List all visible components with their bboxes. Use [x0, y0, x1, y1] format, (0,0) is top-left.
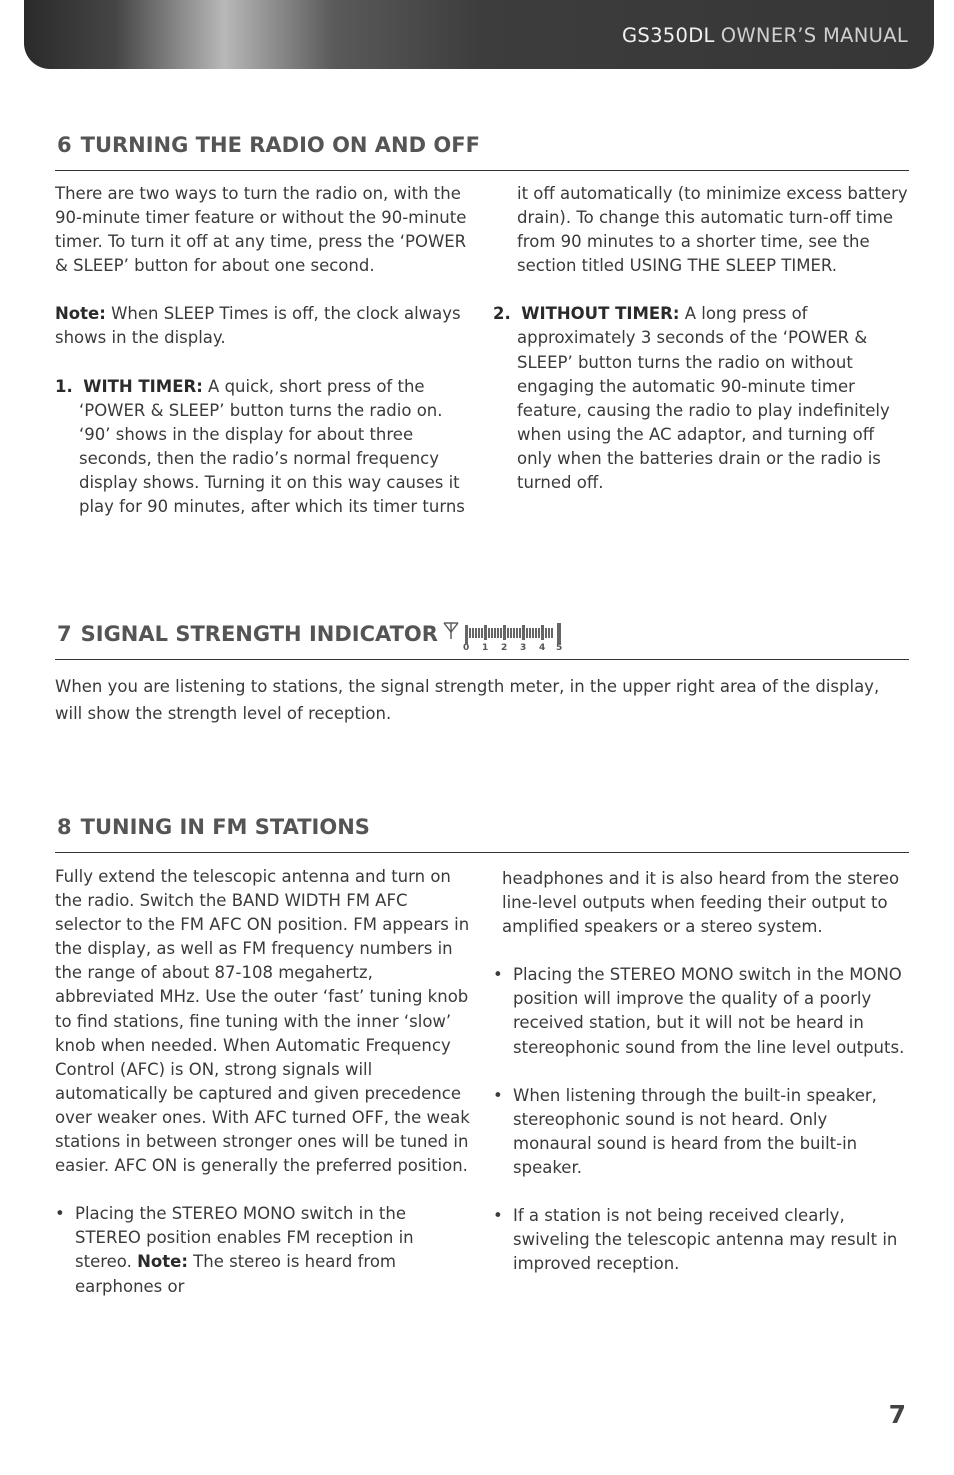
section-6-title: TURNING THE RADIO ON AND OFF: [80, 133, 480, 157]
section-8-number: 8: [57, 815, 72, 839]
header-title: [622, 24, 908, 47]
meter-tick-1: 1: [482, 643, 489, 651]
page-number: 7: [888, 1400, 906, 1429]
bullet-speaker: [493, 1084, 910, 1180]
note-label: Note:: [55, 304, 106, 324]
section-6-number: 6: [57, 133, 72, 157]
header-bar: [24, 0, 934, 69]
meter-tick-5: 5: [556, 643, 563, 651]
meter-tick-4: 4: [539, 643, 546, 651]
bullet-1-note-label: Note:: [137, 1252, 188, 1272]
bullet-dot: •: [55, 1204, 65, 1224]
section-6-note: [55, 302, 470, 350]
item-1-text: A quick, short press of the ‘POWER & SLEEP’ button turns the radio on. ‘90’ shows in the display for about three seconds, then the radio’s normal frequency display shows. Turning it on this way causes it play for 90 minutes, after which its timer turns: [79, 376, 465, 517]
section-8-right-column: [493, 867, 910, 1276]
section-6-heading: [57, 133, 480, 157]
bullet-mono: [493, 963, 910, 1059]
item-1-number: 1.: [55, 376, 73, 396]
meter-tick-0: 0: [463, 643, 470, 651]
section-8-left-column: [55, 865, 470, 1299]
section-6-intro: There are two ways to turn the radio on, with the 90-minute timer feature or without the 90-minute timer. To turn it off at any time, press the ‘POWER & SLEEP’ button for about one second.: [55, 184, 467, 276]
bullet-dot: •: [493, 1085, 503, 1105]
bullet-stereo: [55, 1202, 470, 1298]
signal-strength-meter-icon: [441, 619, 567, 651]
bullet-1-note-text: The stereo is heard from earphones or: [75, 1252, 396, 1296]
item-2-number: 2.: [493, 304, 511, 324]
section-7-number: 7: [57, 622, 72, 646]
section-8-heading: [57, 815, 370, 839]
bullet-4-text: If a station is not being received clearly, swiveling the telescopic antenna may result in improved reception.: [513, 1206, 898, 1274]
section-8-title: TUNING IN FM STATIONS: [80, 815, 370, 839]
bullet-2-text: Placing the STEREO MONO switch in the MONO position will improve the quality of a poorly received station, but it will not be heard in stereophonic sound from the line level outputs.: [513, 965, 905, 1057]
without-timer-item: [493, 302, 909, 495]
item-2-label: WITHOUT TIMER:: [521, 304, 680, 324]
section-6-right-column: [493, 182, 909, 495]
note-text: When SLEEP Times is off, the clock always shows in the display.: [55, 304, 461, 348]
section-7-body: [55, 673, 910, 727]
section-7-heading: [57, 622, 438, 646]
section-7-rule: [55, 659, 909, 660]
bullet-1-text: Placing the STEREO MONO switch in the STEREO position enables FM reception in stereo.: [75, 1204, 414, 1272]
model-name: GS350DL: [622, 24, 715, 47]
with-timer-item-continued: it off automatically (to minimize excess battery drain). To change this automatic turn-off time from 90 minutes to a shorter time, see the section titled USING THE SLEEP TIMER.: [517, 184, 908, 276]
section-8-rule: [55, 852, 909, 853]
bullet-dot: •: [493, 965, 503, 985]
meter-tick-3: 3: [520, 643, 527, 651]
bullet-3-text: When listening through the built-in speaker, stereophonic sound is not heard. Only monaural sound is heard from the built-in speaker.: [513, 1085, 877, 1177]
item-1-label: WITH TIMER:: [83, 376, 203, 396]
with-timer-item: [55, 375, 470, 520]
section-7-text: When you are listening to stations, the signal strength meter, in the upper right area of the display, will show the strength level of reception.: [55, 677, 880, 723]
item-2-text: A long press of approximately 3 seconds of the ‘POWER & SLEEP’ button turns the radio on without engaging the automatic 90-minute timer feature, causing the radio to play indefinitely when using the AC adaptor, and turning off only when the batteries drain or the radio is turned off.: [517, 304, 890, 493]
bullet-antenna: [493, 1204, 910, 1276]
antenna-icon: [444, 623, 458, 639]
section-6-rule: [55, 170, 909, 171]
manual-label: OWNER’S MANUAL: [720, 24, 908, 47]
section-7-title: SIGNAL STRENGTH INDICATOR: [80, 622, 438, 646]
meter-bars: [465, 623, 561, 644]
section-6-left-column: [55, 182, 470, 519]
bullet-dot: •: [493, 1206, 503, 1226]
meter-scale: [463, 643, 562, 651]
meter-tick-2: 2: [501, 643, 508, 651]
section-8-intro: Fully extend the telescopic antenna and turn on the radio. Switch the BAND WIDTH FM AFC selector to the FM AFC ON position. FM appears in the display, as well as FM frequency numbers in the range of about 87-108 megahertz, abbreviated MHz. Use the outer ‘fast’ tuning knob to find stations, fine tuning with the inner ‘slow’ knob when needed. When Automatic Frequency Control (AFC) is ON, strong signals will automatically be captured and given precedence over weaker ones. With AFC turned OFF, the weak stations in between stronger ones will be tuned in easier. AFC ON is generally the preferred position.: [55, 867, 470, 1176]
bullet-stereo-continued: headphones and it is also heard from the stereo line-level outputs when feeding their output to amplified speakers or a stereo system.: [502, 869, 900, 937]
